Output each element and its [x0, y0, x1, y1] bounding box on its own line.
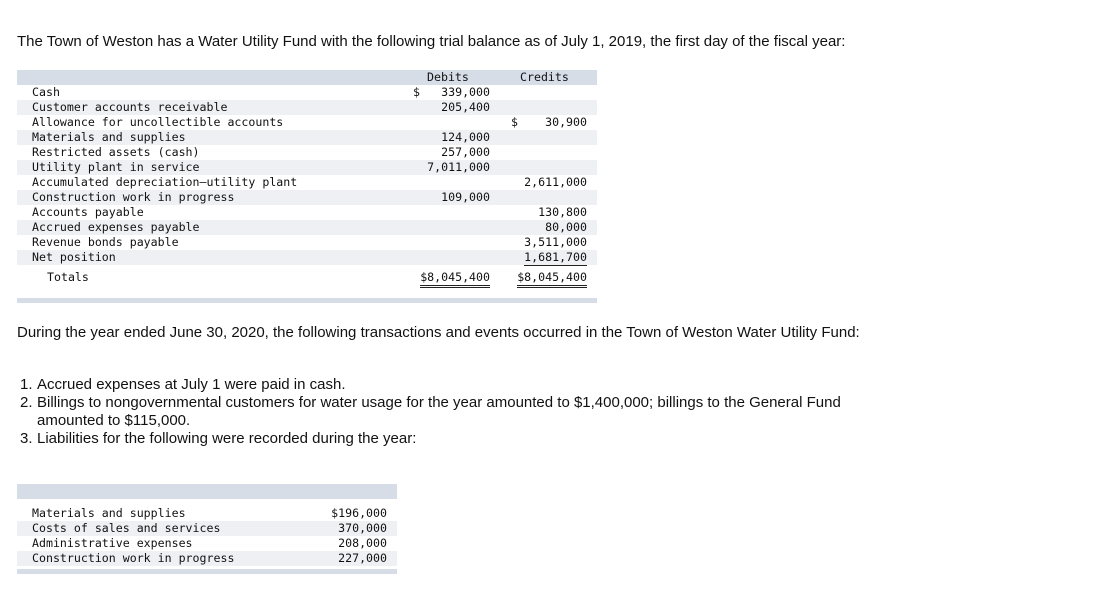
credit-value: 30,900	[545, 115, 587, 129]
row-label: Accumulated depreciation—utility plant	[32, 175, 298, 189]
row-label: Cash	[32, 85, 60, 99]
row-label: Revenue bonds payable	[32, 235, 179, 249]
debit-value: 339,000	[441, 85, 490, 99]
totals-debit: $8,045,400	[420, 270, 490, 288]
row-label: Construction work in progress	[32, 190, 235, 204]
credit-value: 2,611,000	[524, 175, 587, 189]
table-row	[17, 100, 597, 115]
liabilities-table	[17, 484, 397, 574]
table-row	[17, 130, 597, 145]
table-row	[17, 521, 397, 536]
row-label: Restricted assets (cash)	[32, 145, 200, 159]
row-label: Accrued expenses payable	[32, 220, 200, 234]
row-label: Construction work in progress	[32, 551, 235, 565]
row-label: Costs of sales and services	[32, 521, 221, 535]
item-number: 1.	[20, 376, 33, 393]
during-paragraph: During the year ended June 30, 2020, the following transactions and events occurred in the Town of Weston Water Utility Fund:	[17, 324, 860, 341]
liabilities-header	[17, 484, 397, 499]
row-label: Net position	[32, 250, 116, 264]
item-text: Billings to nongovernmental customers for water usage for the year amounted to $1,400,000; billings to the General Fund	[37, 394, 841, 411]
table-row	[17, 235, 597, 250]
events-list	[20, 376, 920, 448]
table-row	[17, 115, 597, 130]
row-label: Materials and supplies	[32, 506, 186, 520]
row-label: Customer accounts receivable	[32, 100, 228, 114]
table-row	[17, 250, 597, 265]
totals-label: Totals	[47, 270, 89, 284]
credit-value: 130,800	[538, 205, 587, 219]
table-row	[17, 160, 597, 175]
amount-value: 227,000	[338, 551, 387, 565]
trial-balance-header	[17, 70, 597, 85]
debit-value: 257,000	[441, 145, 490, 159]
list-item	[20, 394, 920, 430]
dollar-sign: $	[413, 85, 420, 99]
table-row	[17, 85, 597, 100]
debits-header: Debits	[427, 70, 469, 84]
credits-header: Credits	[520, 70, 569, 84]
trial-balance-table	[17, 70, 597, 303]
row-label: Materials and supplies	[32, 130, 186, 144]
debit-value: 205,400	[441, 100, 490, 114]
item-text-continued: amounted to $115,000.	[37, 412, 191, 429]
amount-value: 370,000	[338, 521, 387, 535]
item-text: Liabilities for the following were recorded during the year:	[37, 430, 417, 447]
table-row	[17, 175, 597, 190]
table-row	[17, 536, 397, 551]
table-row	[17, 551, 397, 566]
amount-value: 208,000	[338, 536, 387, 550]
row-label: Utility plant in service	[32, 160, 200, 174]
totals-credit: $8,045,400	[517, 270, 587, 288]
item-text: Accrued expenses at July 1 were paid in cash.	[37, 376, 346, 393]
amount-value: $196,000	[331, 506, 387, 520]
credit-value: 80,000	[545, 220, 587, 234]
debit-value: 124,000	[441, 130, 490, 144]
row-label: Allowance for uncollectible accounts	[32, 115, 284, 129]
table-footer-bar	[17, 569, 397, 574]
debit-value: 7,011,000	[427, 160, 490, 174]
totals-row	[17, 270, 597, 285]
table-row	[17, 205, 597, 220]
item-number: 2.	[20, 394, 33, 411]
credit-value: 3,511,000	[524, 235, 587, 249]
top-crop-edge	[0, 0, 1103, 4]
credit-value: 1,681,700	[524, 250, 587, 264]
list-item	[20, 376, 920, 394]
item-number: 3.	[20, 430, 33, 447]
table-row	[17, 145, 597, 160]
table-row	[17, 220, 597, 235]
debit-value: 109,000	[441, 190, 490, 204]
table-row	[17, 190, 597, 205]
dollar-sign: $	[511, 115, 518, 129]
list-item	[20, 430, 920, 448]
table-row	[17, 506, 397, 521]
intro-paragraph: The Town of Weston has a Water Utility Fund with the following trial balance as of July 1, 2019, the first day of the fiscal year:	[17, 33, 846, 50]
row-label: Accounts payable	[32, 205, 144, 219]
table-footer-bar	[17, 298, 597, 303]
row-label: Administrative expenses	[32, 536, 193, 550]
